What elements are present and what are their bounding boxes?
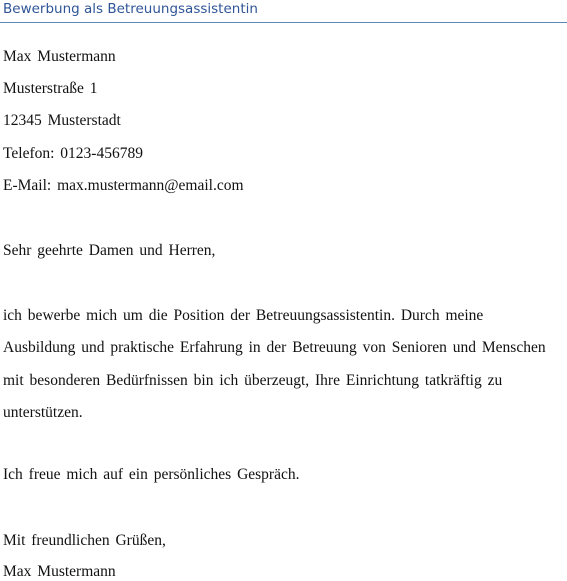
document-header — [0, 0, 567, 23]
sender-city: 12345 Musterstadt — [3, 112, 121, 129]
sender-email: E-Mail: max.mustermann@email.com — [3, 177, 244, 194]
sender-phone: Telefon: 0123-456789 — [3, 145, 143, 162]
letter-salutation: Sehr geehrte Damen und Herren, — [3, 242, 216, 259]
letter-closing: Mit freundlichen Grüßen, — [3, 532, 166, 549]
letter-signature: Max Mustermann — [3, 563, 116, 580]
letter-closing-sentence: Ich freue mich auf ein persönliches Gespräch. — [3, 466, 300, 483]
sender-street: Musterstraße 1 — [3, 80, 98, 97]
document-title: Bewerbung als Betreuungsassistentin — [3, 1, 258, 17]
letter-body: ich bewerbe mich um die Position der Betreuungsassistentin. Durch meine Ausbildung und praktische Erfahrung in der Betreuung von Senioren und Menschen mit besonderen Bedürfnissen bin ich überzeugt, Ihre Einrichtung tatkräftig zu unterstützen. — [3, 307, 546, 421]
sender-name: Max Mustermann — [3, 48, 116, 65]
